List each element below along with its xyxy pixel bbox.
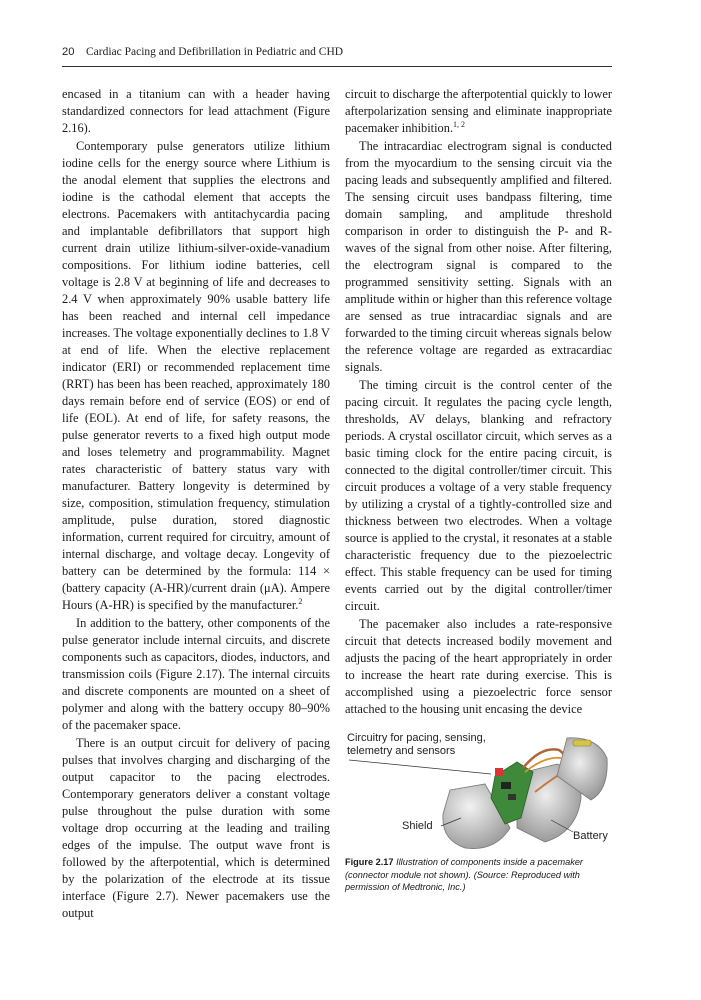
citation: 1, 2 xyxy=(453,119,466,129)
citation: 2 xyxy=(298,596,303,606)
paragraph: The timing circuit is the control center of the pacing circuit. It regulates the pacing cycle length, thresholds, AV delays, blanking and refractory periods. A crystal oscillator circuit, which serves as a basic timing clock for the entire pacing circuit, is connected to the digital controller/timer circuit. This circuit produces a voltage of a very stable frequency by utilizing a crystal of a tightly-controlled size and thickness between two electrodes. When a voltage source is applied to the crystal, it resonates at a stable characteristic frequency due to the piezoelectric effect. This stable frequency can be used for timing events carried out by the digital controller/timer circuit. xyxy=(345,378,612,613)
figure-caption xyxy=(345,856,612,894)
figure-2-17 xyxy=(345,732,612,902)
paragraph: The pacemaker also includes a rate-responsive circuit that detects increased bodily movement and adjusts the pacing of the heart appropriately in order to increase the heart rate during exercise. This is accomplished using a piezoelectric force sensor attached to the housing unit encasing the device xyxy=(345,617,612,716)
caption-text: Illustration of components inside a pacemaker (connector module not shown). (Source: Reproduced with permission of Medtronic, Inc.) xyxy=(345,857,583,892)
paragraph: encased in a titanium can with a header having standardized connectors for lead attachment (Figure 2.16). xyxy=(62,87,330,135)
paragraph-text: Contemporary pulse generators utilize lithium iodine cells for the energy source where Lithium is the anodal element that supplies the electrons and iodine is the cathodal element that accepts the electrons. Pacemakers with antitachycardia pacing and implantable defibrillators that support high current drain utilize lithium-silver-oxide-vanadium compositions. For lithium iodine batteries, cell voltage is 2.8 V at beginning of life and decreases to 2.4 V when approximately 90% usable battery life has been reached and internal cell impedance increases. The voltage exponentially declines to 1.8 V at end of life. When the elective replacement indicator (ERI) or recommended replacement time (RRT) has been has been reached, approximately 180 days remain before end of service (EOS) or end of life (EOL). At end of life, for safety reasons, the pulse generator reverts to a fixed high output mode and loses telemetry and programmability. Magnet rates characteristic of battery status vary with manufacturer. Battery longevity is determined by size, composition, stimulation frequency, stimulation amplitude, pulse duration, stored diagnostic information, current required for circuitry, amount of internal discharge, and voltage decay. Longevity of battery can be determined by the formula: 114 × (battery capacity (A-HR)/current drain (μA). Ampere Hours (A-HR) is specified by the manufacturer. xyxy=(62,139,330,612)
paragraph: In addition to the battery, other components of the pulse generator include internal circuits, and discrete components such as capacitors, diodes, inductors, and transmission coils (Figure 2.17). The internal circuits and discrete components are mounted on a sheet of polymer and along with the battery occupy 80–90% of the pacemaker space. xyxy=(62,616,330,732)
left-column xyxy=(62,86,330,922)
paragraph-text: circuit to discharge the afterpotential quickly to lower afterpolarization sensing and eliminate inappropriate pacemaker inhibition. xyxy=(345,87,612,135)
page-number: 20 xyxy=(62,46,75,58)
connector-contact-shape xyxy=(573,740,591,746)
label-shield: Shield xyxy=(402,820,433,832)
label-circuitry: Circuitry for pacing, sensing, telemetry and sensors xyxy=(347,732,486,757)
caption-number: Figure 2.17 xyxy=(345,857,394,867)
paragraph: There is an output circuit for delivery of pacing pulses that involves charging and discharging of the output capacitor to the pacing electrodes. Contemporary generators deliver a constant voltage pulse throughout the pulse duration with some voltage drop occurring at the leading and trailing edges of the impulse. The output wave front is followed by the afterpotential, which is determined by the polarization of the electrode at its tissue interface (Figure 2.7). Newer pacemakers use the output xyxy=(62,736,330,920)
paragraph xyxy=(345,86,612,137)
chip-shape xyxy=(501,782,511,789)
right-column xyxy=(345,86,612,718)
chip-shape xyxy=(508,794,516,800)
label-battery: Battery xyxy=(573,830,608,842)
paragraph: The intracardiac electrogram signal is conducted from the myocardium to the sensing circuit via the pacing leads and subsequently amplified and filtered. The sensing circuit uses bandpass filtering, time domain sampling, and amplitude threshold comparison in order to distinguish the P- and R-waves of the signal from other noise. After filtering, the electrogram signal is compared to the programmed sensitivity setting. Signals with an amplitude within or higher than this reference voltage are sensed as true intracardiac signals and are forwarded to the timing circuit whereas signals below the reference voltage are regarded as extracardiac signals. xyxy=(345,139,612,374)
chip-shape xyxy=(495,768,503,776)
running-header xyxy=(62,46,612,67)
running-title: Cardiac Pacing and Defibrillation in Pediatric and CHD xyxy=(86,46,344,58)
paragraph xyxy=(62,138,330,614)
